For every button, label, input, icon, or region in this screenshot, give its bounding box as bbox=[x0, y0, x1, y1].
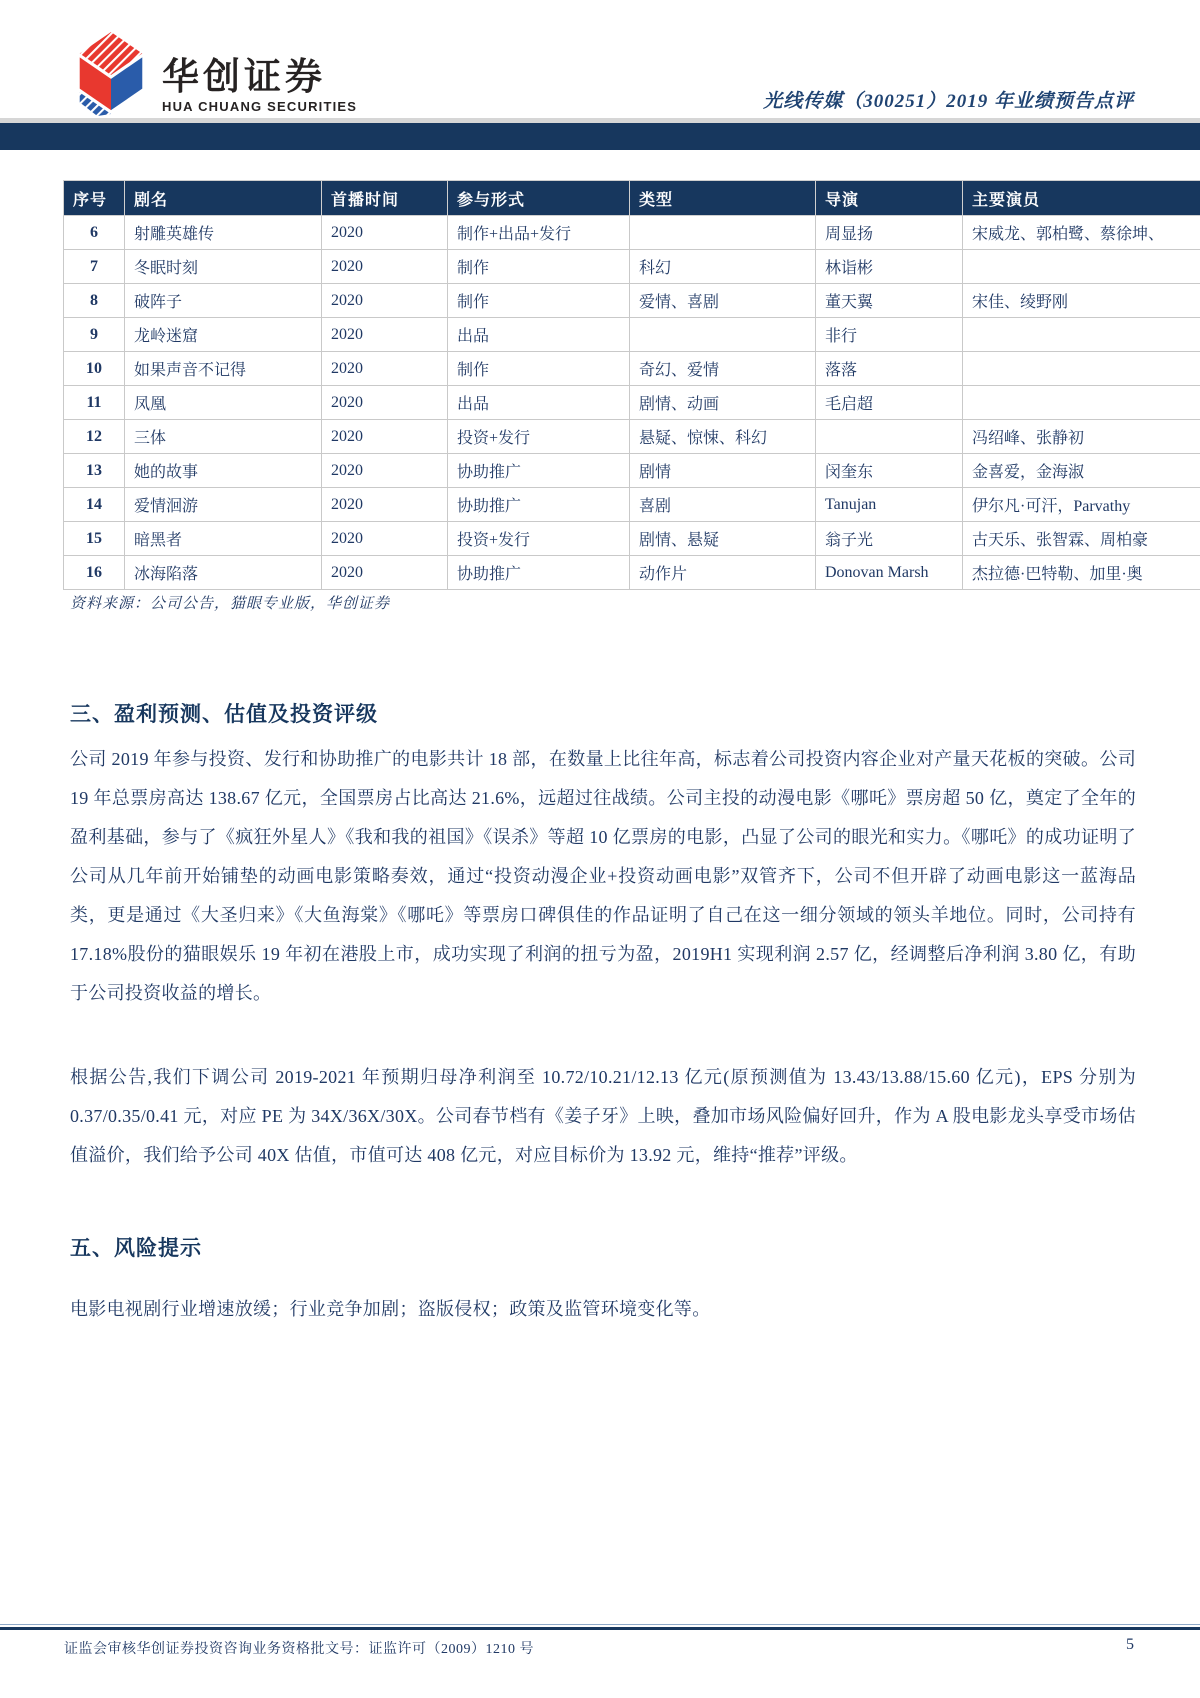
table-row bbox=[64, 318, 1200, 352]
table-row bbox=[64, 556, 1200, 590]
table-cell bbox=[963, 352, 1200, 386]
logo-cn-text: 华创证券 bbox=[162, 56, 326, 98]
table-cell: 悬疑、惊悚、科幻 bbox=[630, 420, 816, 454]
table-cell: 闵奎东 bbox=[816, 454, 963, 488]
table-cell: 15 bbox=[64, 522, 125, 556]
table-cell: 动作片 bbox=[630, 556, 816, 590]
table-cell: 2020 bbox=[322, 522, 448, 556]
table-cell: 暗黑者 bbox=[125, 522, 322, 556]
table-cell: 喜剧 bbox=[630, 488, 816, 522]
table-cell: 宋佳、绫野刚 bbox=[963, 284, 1200, 318]
table-cell: 制作 bbox=[448, 352, 630, 386]
table-cell: 如果声音不记得 bbox=[125, 352, 322, 386]
table-cell: 2020 bbox=[322, 488, 448, 522]
section-heading-risk: 五、风险提示 bbox=[70, 1236, 202, 1260]
table-row bbox=[64, 250, 1200, 284]
table-cell: 落落 bbox=[816, 352, 963, 386]
footer-license-text: 证监会审核华创证券投资咨询业务资格批文号：证监许可（2009）1210 号 bbox=[64, 1642, 534, 1657]
movie-table bbox=[63, 180, 1200, 590]
table-cell: Tanujan bbox=[816, 488, 963, 522]
table-cell: 投资+发行 bbox=[448, 420, 630, 454]
table-cell: 爱情洄游 bbox=[125, 488, 322, 522]
table-cell bbox=[630, 216, 816, 250]
table-cell: 毛启超 bbox=[816, 386, 963, 420]
table-cell bbox=[963, 386, 1200, 420]
table-cell: Donovan Marsh bbox=[816, 556, 963, 590]
header-divider-navy bbox=[0, 123, 1200, 150]
table-cell bbox=[963, 318, 1200, 352]
table-source-note: 资料来源：公司公告，猫眼专业版，华创证券 bbox=[70, 596, 391, 612]
table-row bbox=[64, 216, 1200, 250]
table-cell: 13 bbox=[64, 454, 125, 488]
table-cell: 林诣彬 bbox=[816, 250, 963, 284]
table-cell: 2020 bbox=[322, 352, 448, 386]
table-cell: 破阵子 bbox=[125, 284, 322, 318]
footer-rule bbox=[0, 1624, 1200, 1630]
table-cell: 制作 bbox=[448, 284, 630, 318]
table-cell: 12 bbox=[64, 420, 125, 454]
table-cell: 协助推广 bbox=[448, 556, 630, 590]
table-cell: 凤凰 bbox=[125, 386, 322, 420]
section-heading-profit-forecast: 三、盈利预测、估值及投资评级 bbox=[70, 702, 378, 726]
table-cell: 古天乐、张智霖、周柏豪 bbox=[963, 522, 1200, 556]
table-row bbox=[64, 454, 1200, 488]
table-cell: 爱情、喜剧 bbox=[630, 284, 816, 318]
table-cell: 制作 bbox=[448, 250, 630, 284]
table-cell: 伊尔凡·可汗，Parvathy bbox=[963, 488, 1200, 522]
report-title: 光线传媒（300251）2019 年业绩预告点评 bbox=[763, 91, 1134, 112]
table-cell: 10 bbox=[64, 352, 125, 386]
table-cell: 2020 bbox=[322, 318, 448, 352]
logo-cube-icon bbox=[74, 30, 148, 116]
table-cell: 2020 bbox=[322, 454, 448, 488]
table-cell: 龙岭迷窟 bbox=[125, 318, 322, 352]
table-row bbox=[64, 522, 1200, 556]
column-header-3: 参与形式 bbox=[448, 181, 630, 216]
table-cell: 她的故事 bbox=[125, 454, 322, 488]
table-cell: 协助推广 bbox=[448, 454, 630, 488]
column-header-0: 序号 bbox=[64, 181, 125, 216]
logo-text bbox=[162, 58, 357, 116]
table-cell: 剧情、动画 bbox=[630, 386, 816, 420]
table-row bbox=[64, 386, 1200, 420]
table-cell: 14 bbox=[64, 488, 125, 522]
table-cell: 2020 bbox=[322, 216, 448, 250]
table-cell: 冬眠时刻 bbox=[125, 250, 322, 284]
table-cell: 制作+出品+发行 bbox=[448, 216, 630, 250]
table-cell: 剧情 bbox=[630, 454, 816, 488]
table-cell: 宋威龙、郭柏鹭、蔡徐坤、 bbox=[963, 216, 1200, 250]
table-cell: 16 bbox=[64, 556, 125, 590]
column-header-2: 首播时间 bbox=[322, 181, 448, 216]
column-header-1: 剧名 bbox=[125, 181, 322, 216]
table-cell: 出品 bbox=[448, 318, 630, 352]
column-header-6: 主要演员 bbox=[963, 181, 1200, 216]
table-cell: 金喜爱，金海淑 bbox=[963, 454, 1200, 488]
movie-table-body bbox=[64, 216, 1200, 590]
table-row bbox=[64, 284, 1200, 318]
table-cell: 6 bbox=[64, 216, 125, 250]
table-cell bbox=[963, 250, 1200, 284]
table-cell: 奇幻、爱情 bbox=[630, 352, 816, 386]
table-cell: 出品 bbox=[448, 386, 630, 420]
table-cell: 翁子光 bbox=[816, 522, 963, 556]
company-logo bbox=[74, 30, 357, 116]
table-cell: 周显扬 bbox=[816, 216, 963, 250]
table-cell bbox=[816, 420, 963, 454]
table-cell bbox=[630, 318, 816, 352]
profit-forecast-paragraph-2: 根据公告,我们下调公司 2019-2021 年预期归母净利润至 10.72/10.21/12.13 亿元(原预测值为 13.43/13.88/15.60 亿元)，EPS 分别为 0.37/0.35/0.41 元，对应 PE 为 34X/36X/30X。公司春节档有《姜子牙》上映，叠加市场风险偏好回升，作为 A 股电影龙头享受市场估值溢价，我们给予公司 40X 估值，市值可达 408 亿元，对应目标价为 13.92 元，维持“推荐”评级。 bbox=[70, 1067, 1136, 1165]
table-row bbox=[64, 420, 1200, 454]
table-cell: 剧情、悬疑 bbox=[630, 522, 816, 556]
logo-en-text: HUA CHUANG SECURITIES bbox=[162, 99, 358, 114]
table-cell: 11 bbox=[64, 386, 125, 420]
page-number: 5 bbox=[1126, 1636, 1134, 1653]
column-header-4: 类型 bbox=[630, 181, 816, 216]
table-header-row bbox=[64, 181, 1200, 216]
table-cell: 冰海陷落 bbox=[125, 556, 322, 590]
table-cell: 7 bbox=[64, 250, 125, 284]
table-cell: 2020 bbox=[322, 250, 448, 284]
column-header-5: 导演 bbox=[816, 181, 963, 216]
table-cell: 冯绍峰、张静初 bbox=[963, 420, 1200, 454]
table-cell: 9 bbox=[64, 318, 125, 352]
risk-paragraph: 电影电视剧行业增速放缓；行业竞争加剧；盗版侵权；政策及监管环境变化等。 bbox=[70, 1299, 711, 1319]
table-cell: 射雕英雄传 bbox=[125, 216, 322, 250]
table-cell: 董天翼 bbox=[816, 284, 963, 318]
table-row bbox=[64, 352, 1200, 386]
table-cell: 2020 bbox=[322, 386, 448, 420]
table-cell: 2020 bbox=[322, 420, 448, 454]
movie-table-head bbox=[64, 181, 1200, 216]
table-cell: 2020 bbox=[322, 284, 448, 318]
profit-forecast-paragraph-1: 公司 2019 年参与投资、发行和协助推广的电影共计 18 部，在数量上比往年高，标志着公司投资内容企业对产量天花板的突破。公司 19 年总票房高达 138.67 亿元，全国票房占比高达 21.6%，远超过往战绩。公司主投的动漫电影《哪吒》票房超 50 亿，奠定了全年的盈利基础，参与了《疯狂外星人》《我和我的祖国》《误杀》等超 10 亿票房的电影，凸显了公司的眼光和实力。《哪吒》的成功证明了公司从几年前开始铺垫的动画电影策略奏效，通过“投资动漫企业+投资动画电影”双管齐下，公司不但开辟了动画电影这一蓝海品类，更是通过《大圣归来》《大鱼海棠》《哪吒》等票房口碑俱佳的作品证明了自己在这一细分领域的领头羊地位。同时，公司持有 17.18%股份的猫眼娱乐 19 年初在港股上市，成功实现了利润的扭亏为盈，2019H1 实现利润 2.57 亿，经调整后净利润 3.80 亿，有助于公司投资收益的增长。 bbox=[70, 749, 1136, 1003]
table-cell: 投资+发行 bbox=[448, 522, 630, 556]
table-cell: 科幻 bbox=[630, 250, 816, 284]
table-cell: 非行 bbox=[816, 318, 963, 352]
table-row bbox=[64, 488, 1200, 522]
table-cell: 三体 bbox=[125, 420, 322, 454]
table-cell: 8 bbox=[64, 284, 125, 318]
table-cell: 2020 bbox=[322, 556, 448, 590]
table-cell: 协助推广 bbox=[448, 488, 630, 522]
table-cell: 杰拉德·巴特勒、加里·奥 bbox=[963, 556, 1200, 590]
